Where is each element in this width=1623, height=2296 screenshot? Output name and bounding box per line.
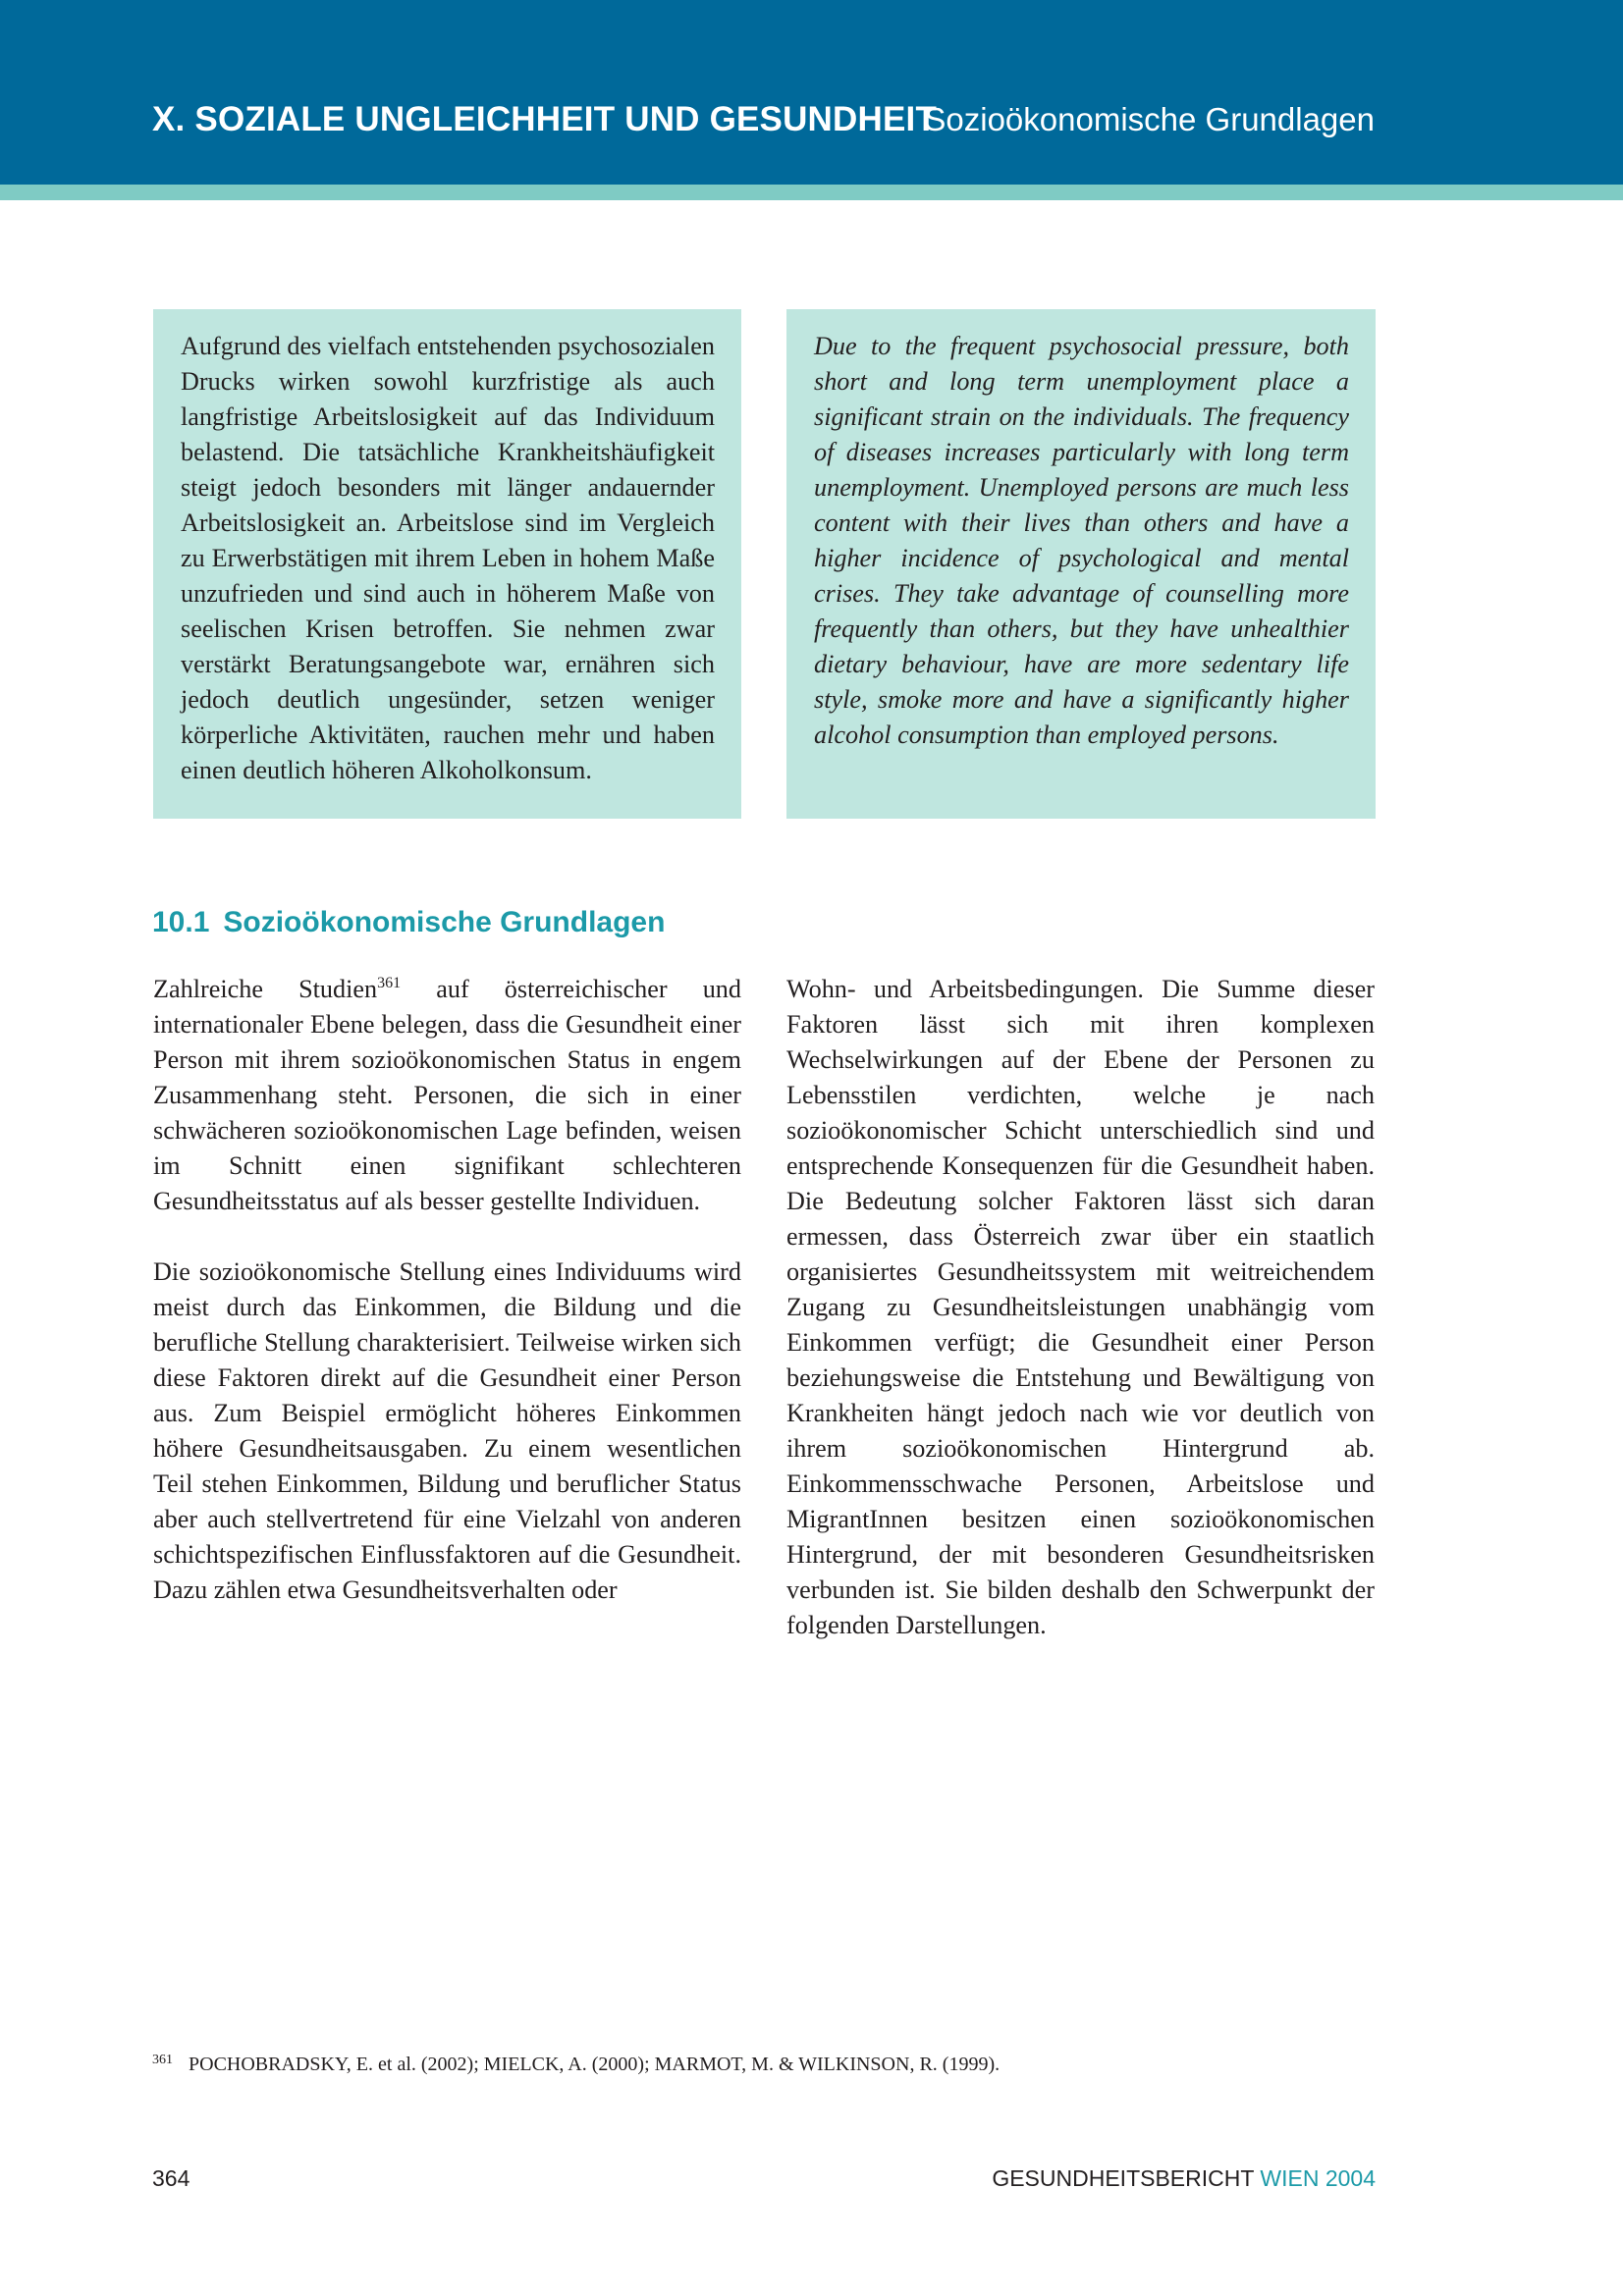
footnote-reference[interactable]: 361 [377, 975, 402, 991]
footnote-number: 361 [152, 2053, 173, 2067]
summary-box-german [153, 309, 741, 819]
report-title-accent: WIEN 2004 [1260, 2165, 1376, 2191]
paragraph-2: Die sozioökonomische Stellung eines Individuums wird meist durch das Einkommen, die Bildung und die berufliche Stellung charakterisiert. Teilweise wirken sich diese Faktoren direkt auf die Gesundheit einer Person aus. Zum Beispiel ermöglicht höheres Einkommen höhere Gesundheitsausgaben. Zu einem wesentlichen Teil stehen Einkommen, Bildung und beruflicher Status aber auch stellvertretend für eine Vielzahl von anderen schichtspezifischen Einflussfaktoren auf die Gesundheit. Dazu zählen etwa Gesundheitsverhalten oder [153, 1257, 741, 1604]
summary-box-english [786, 309, 1376, 819]
header-bar [0, 0, 1623, 185]
summary-text-english: Due to the frequent psychosocial pressure, both short and long term unemployment place a significant strain on the individuals. The frequency of diseases increases particularly with long term unemployment. Unemployed persons are much less content with their lives than others and have a higher incidence of psychological and mental crises. They take advantage of counselling more frequently than others, but they have unhealthier dietary behaviour, have are more sedentary life style, smoke more and have a significantly higher alcohol consumption than employed persons. [814, 332, 1349, 749]
footnote-text: POCHOBRADSKY, E. et al. (2002); MIELCK, A. (2000); MARMOT, M. & WILKINSON, R. (1999). [189, 2054, 1001, 2075]
page-number: 364 [152, 2165, 190, 2191]
section-heading [152, 901, 839, 944]
body-column-right [786, 972, 1375, 1679]
section-number: 10.1 [152, 906, 210, 938]
body-column-left [153, 972, 741, 1643]
chapter-title: X. SOZIALE UNGLEICHHEIT UND GESUNDHEIT [152, 100, 938, 138]
summary-text-german: Aufgrund des vielfach entstehenden psychosozialen Drucks wirken sowohl kurzfristige als auch langfristige Arbeitslosigkeit auf das Individuum belastend. Die tatsächliche Krankheitshäufigkeit steigt jedoch besonders mit länger andauernder Arbeitslosigkeit an. Arbeitslose sind im Vergleich zu Erwerbstätigen mit ihrem Leben in hohem Maße unzufrieden und sind auch in höherem Maße von seelischen Krisen betroffen. Sie nehmen zwar verstärkt Beratungsangebote war, ernähren sich jedoch deutlich ungesünder, setzen weniger körperliche Aktivitäten, rauchen mehr und haben einen deutlich höheren Alkoholkonsum. [181, 332, 715, 784]
paragraph-1 [153, 972, 741, 1219]
paragraph-1-start: Zahlreiche Studien [153, 975, 378, 1003]
running-section-title: Sozioökonomische Grundlagen [924, 101, 1375, 137]
report-title-prefix: GESUNDHEITSBERICHT [992, 2165, 1261, 2191]
section-title: Sozioökonomische Grundlagen [223, 906, 666, 938]
report-title [992, 2163, 1376, 2193]
footnote [152, 2046, 1232, 2079]
paragraph-1-rest: auf österreichischer und internationaler Ebene belegen, dass die Gesundheit einer Person mit ihrem sozioökonomischen Status in engem Zusammenhang steht. Personen, die sich in einer schwächeren sozioökonomischen Lage befinden, weisen im Schnitt einen signifikant schlechteren Gesundheitsstatus auf als besser gestellte Individuen. [153, 975, 741, 1215]
paragraph-3: Wohn- und Arbeitsbedingungen. Die Summe dieser Faktoren lässt sich mit ihren komplexen Wechselwirkungen auf der Ebene der Personen zu Lebensstilen verdichten, welche je nach sozioökonomischer Schicht unterschiedlich sind und entsprechende Konsequenzen für die Gesundheit haben. Die Bedeutung solcher Faktoren lässt sich daran ermessen, dass Österreich zwar über ein staatlich organisiertes Gesundheitssystem mit weitreichendem Zugang zu Gesundheitsleistungen unabhängig vom Einkommen verfügt; die Gesundheit einer Person beziehungsweise die Entstehung und Bewältigung von Krankheiten hängt jedoch nach wie vor deutlich von ihrem sozioökonomischen Hintergrund ab. Einkommensschwache Personen, Arbeitslose und MigrantInnen besitzen einen sozioökonomischen Hintergrund, der mit besonderen Gesundheitsrisken verbunden ist. Sie bilden deshalb den Schwerpunkt der folgenden Darstellungen. [786, 975, 1375, 1639]
header-stripe [0, 185, 1623, 200]
